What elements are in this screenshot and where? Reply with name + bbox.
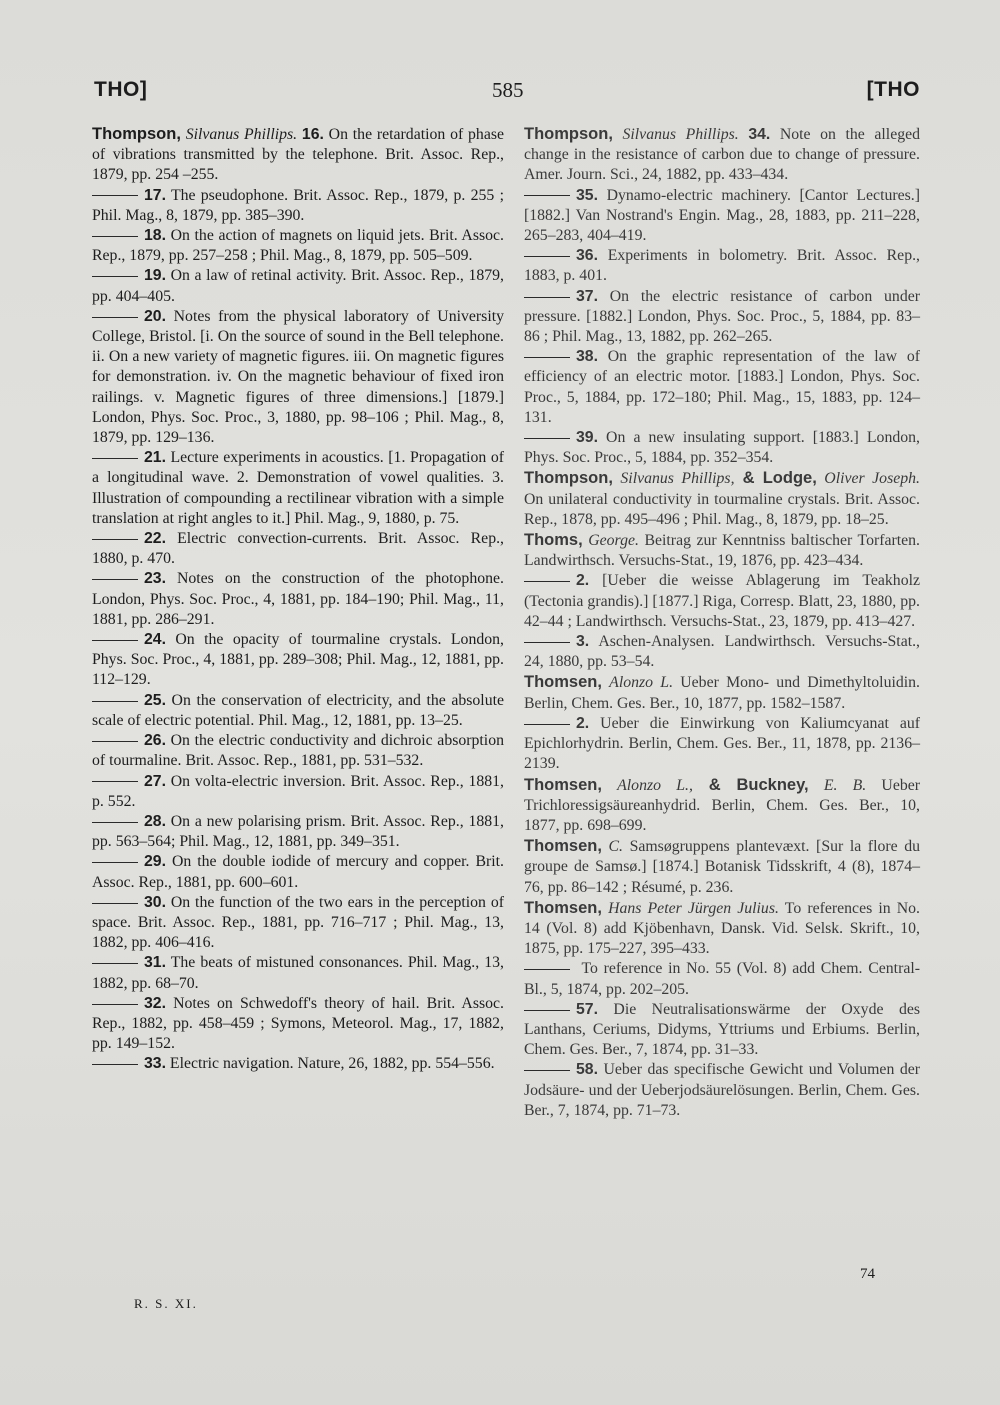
ditto-rule bbox=[92, 903, 138, 904]
ditto-rule bbox=[92, 317, 138, 318]
ditto-rule bbox=[524, 438, 570, 439]
entry-number: 22. bbox=[144, 530, 166, 548]
entry-number: 32. bbox=[144, 994, 166, 1012]
bibliography-entry bbox=[92, 307, 504, 448]
entry-text: Ueber Mono- und Dimethyltoluidin. Berlin, Chem. Ges. Ber., 10, 1877, pp. 1582–1587. bbox=[524, 674, 920, 712]
left-column bbox=[92, 124, 504, 1075]
bibliography-entry bbox=[92, 893, 504, 954]
entry-text: Notes on the construction of the photophone. London, Phys. Soc. Proc., 4, 1881, pp. 184–190; Phil. Mag., 11, 1881, pp. 286–291. bbox=[92, 570, 504, 628]
ditto-rule bbox=[524, 1010, 570, 1011]
entry-text: On the graphic representation of the law of efficiency of an electric motor. [1883.] London, Phys. Soc. Proc., 5, 1884, pp. 172–180; Phil. Mag., 15, 1883, pp. 124–131. bbox=[524, 348, 920, 426]
entry-number: 37. bbox=[576, 287, 598, 305]
bibliography-entry bbox=[524, 468, 920, 530]
bibliography-entry bbox=[92, 994, 504, 1055]
author-given-names: C. bbox=[608, 838, 624, 856]
bibliography-entry bbox=[92, 852, 504, 892]
right-column bbox=[524, 124, 920, 1121]
entry-text: On a new polarising prism. Brit. Assoc. Rep., 1881, pp. 563–564; Phil. Mag., 12, 1881, pp. 349–351. bbox=[92, 812, 504, 851]
bibliography-entry bbox=[524, 775, 920, 837]
entry-text: On the electric conductivity and dichroic absorption of tourmaline. Brit. Assoc. Rep., 1881, pp. 531–532. bbox=[92, 732, 504, 770]
entry-text: Electric navigation. Nature, 26, 1882, pp. 554–556. bbox=[165, 1055, 495, 1073]
entry-text: On the conservation of electricity, and the absolute scale of electric potential. Phil. Mag., 12, 1881, pp. 13–25. bbox=[92, 691, 504, 729]
author-surname: Thoms, bbox=[524, 531, 583, 550]
running-head-right: [THO bbox=[866, 78, 920, 101]
entry-number: 36. bbox=[576, 247, 598, 265]
entry-text: To references in No. 14 (Vol. 8) add Kjöbenhavn, Dansk. Vid. Selsk. Skrift., 10, 1875, pp. 175–227, 395–433. bbox=[524, 899, 920, 958]
entry-text: Ueber Trichloressigsäureanhydrid. Berlin, Chem. Ges. Ber., 10, 1877, pp. 698–699. bbox=[524, 776, 921, 834]
bibliography-entry bbox=[524, 836, 920, 898]
entry-text: To reference in No. 55 (Vol. 8) add Chem. Central-Bl., 5, 1874, pp. 202–205. bbox=[524, 960, 920, 998]
ditto-rule bbox=[92, 1004, 138, 1005]
ditto-rule bbox=[524, 724, 570, 725]
ditto-rule bbox=[92, 1064, 138, 1065]
entry-number: 39. bbox=[576, 429, 598, 447]
author-surname: Thompson, bbox=[92, 125, 181, 143]
entry-text: On the retardation of phase of vibrations transmitted by the telephone. Brit. Assoc. Rep., 1879, pp. 254 –255. bbox=[92, 126, 504, 184]
bibliography-entry bbox=[524, 898, 920, 960]
author-surname: Thomsen, bbox=[524, 673, 602, 692]
bibliography-entry bbox=[524, 246, 920, 286]
entry-number: 58. bbox=[576, 1061, 598, 1079]
entry-number: 24. bbox=[144, 631, 166, 649]
entry-number: 35. bbox=[576, 186, 598, 204]
entry-text: Notes on Schwedoff's theory of hail. Brit. Assoc. Rep., 1882, pp. 458–459 ; Symons, Meteorol. Mag., 17, 1882, pp. 149–152. bbox=[92, 994, 504, 1053]
entry-number: 2. bbox=[576, 714, 590, 732]
bibliography-entry bbox=[92, 691, 504, 731]
bibliography-entry bbox=[92, 226, 504, 266]
entry-number: 23. bbox=[144, 570, 166, 588]
entry-text: On volta-electric inversion. Brit. Assoc. Rep., 1881, p. 552. bbox=[92, 772, 504, 810]
entry-number: 34. bbox=[748, 126, 771, 143]
entry-number: 31. bbox=[144, 954, 166, 972]
ditto-rule bbox=[92, 579, 138, 580]
author-given-names: George. bbox=[588, 532, 639, 550]
entry-text: On the action of magnets on liquid jets. Brit. Assoc. Rep., 1879, pp. 257–258 ; Phil. Mag., 8, 1879, pp. 505–509. bbox=[92, 227, 504, 265]
entry-text: Aschen-Analysen. Landwirthsch. Versuchs-Stat., 24, 1880, pp. 53–54. bbox=[524, 633, 920, 671]
entry-text: Electric convection-currents. Brit. Assoc. Rep., 1880, p. 470. bbox=[92, 530, 504, 568]
ditto-rule bbox=[524, 357, 570, 358]
sheet-number: 74 bbox=[860, 1266, 875, 1282]
bibliography-entry bbox=[92, 1054, 504, 1074]
bibliography-entry bbox=[524, 186, 920, 247]
bibliography-entry bbox=[92, 772, 504, 812]
bibliography-entry bbox=[524, 571, 920, 632]
entry-text: Dynamo-electric machinery. [Cantor Lectures.] [1882.] Van Nostrand's Engin. Mag., 28, 1883, pp. 211–228, 265–283, 404–419. bbox=[524, 186, 920, 245]
entry-text: Die Neutralisationswärme der Oxyde des Lanthans, Ceriums, Didyms, Yttriums und Erbiums. Berlin, Chem. Ges. Ber., 7, 1874, pp. 31–33. bbox=[524, 1000, 920, 1059]
coauthor-surname: & Lodge, bbox=[734, 469, 817, 488]
ditto-rule bbox=[524, 256, 570, 257]
author-given-names: Hans Peter Jürgen Julius. bbox=[608, 899, 779, 917]
ditto-rule bbox=[92, 640, 138, 641]
bibliography-entry bbox=[92, 186, 504, 226]
bibliography-entry bbox=[92, 266, 504, 306]
entry-text: On unilateral conductivity in tourmaline crystals. Brit. Assoc. Rep., 1878, pp. 495–496 ; Phil. Mag., 8, 1879, pp. 18–25. bbox=[524, 490, 920, 528]
entry-number: 16. bbox=[301, 126, 324, 143]
entry-text: Ueber das specifische Gewicht und Volumen der Jodsäure- und der Ueberjodsäurelösungen. Berlin, Chem. Ges. Ber., 7, 1874, pp. 71–73. bbox=[524, 1061, 920, 1119]
entry-text: Ueber die Einwirkung von Kaliumcyanat auf Epichlorhydrin. Berlin, Chem. Ges. Ber., 11, 1878, pp. 2136–2139. bbox=[524, 714, 920, 773]
entry-text: The beats of mistuned consonances. Phil. Mag., 13, 1882, pp. 68–70. bbox=[92, 954, 504, 992]
coauthor-surname: & Buckney, bbox=[692, 775, 809, 794]
ditto-rule bbox=[92, 862, 138, 863]
author-surname: Thomsen, bbox=[524, 837, 602, 856]
author-surname: Thompson, bbox=[524, 125, 613, 143]
ditto-rule bbox=[92, 236, 138, 237]
ditto-rule bbox=[92, 741, 138, 742]
bibliography-entry bbox=[524, 530, 920, 571]
bibliography-entry bbox=[92, 448, 504, 529]
entry-number: 30. bbox=[144, 893, 166, 911]
entry-text: On a law of retinal activity. Brit. Assoc. Rep., 1879, pp. 404–405. bbox=[92, 267, 504, 305]
entry-number: 19. bbox=[144, 267, 166, 285]
entry-text: Experiments in bolometry. Brit. Assoc. Rep., 1883, p. 401. bbox=[524, 247, 920, 285]
entry-number: 20. bbox=[144, 307, 166, 325]
author-given-names: Alonzo L. bbox=[609, 674, 674, 692]
entry-number: 17. bbox=[144, 186, 166, 204]
author-given-names: Alonzo L., bbox=[617, 776, 693, 794]
bibliography-entry bbox=[524, 124, 920, 186]
entry-text: On the function of the two ears in the perception of space. Brit. Assoc. Rep., 1881, pp. 716–717 ; Phil. Mag., 13, 1882, pp. 406–416. bbox=[92, 893, 504, 952]
author-surname: Thompson, bbox=[524, 469, 613, 488]
ditto-rule bbox=[92, 195, 138, 196]
entry-text: The pseudophone. Brit. Assoc. Rep., 1879, p. 255 ; Phil. Mag., 8, 1879, pp. 385–390. bbox=[92, 186, 504, 224]
entry-number: 26. bbox=[144, 732, 166, 750]
ditto-rule bbox=[92, 781, 138, 782]
bibliography-entry bbox=[524, 1060, 920, 1121]
bibliography-entry bbox=[92, 124, 504, 186]
coauthor-given-names: E. B. bbox=[808, 776, 867, 794]
bibliography-entry bbox=[524, 347, 920, 428]
entry-number: 25. bbox=[144, 691, 166, 709]
ditto-rule bbox=[524, 581, 570, 582]
entry-text: Lecture experiments in acoustics. [1. Propagation of a longitudinal wave. 2. Demonstration of vowel qualities. 3. Illustration of compounding a rectilinear vibration with a simple translation at right angles to it.] Phil. Mag., 9, 1880, p. 75. bbox=[92, 449, 504, 527]
bibliography-entry bbox=[92, 529, 504, 569]
bibliography-entry bbox=[524, 428, 920, 468]
entry-text: Note on the alleged change in the resistance of carbon due to change of pressure. Amer. Journ. Sci., 24, 1882, pp. 433–434. bbox=[524, 126, 921, 184]
bibliography-entry bbox=[92, 731, 504, 771]
entry-number: 21. bbox=[144, 449, 166, 467]
bibliography-entry bbox=[524, 632, 920, 672]
entry-number: 3. bbox=[576, 633, 590, 651]
entry-text: On the electric resistance of carbon under pressure. [1882.] London, Phys. Soc. Proc., 5, 1884, pp. 83–86 ; Phil. Mag., 13, 1882, pp. 262–265. bbox=[524, 287, 920, 346]
ditto-rule bbox=[92, 822, 138, 823]
author-given-names: Silvanus Phillips, bbox=[620, 470, 735, 488]
ditto-rule bbox=[92, 458, 138, 459]
entry-text: On the opacity of tourmaline crystals. London, Phys. Soc. Proc., 4, 1881, pp. 289–308; Phil. Mag., 12, 1881, pp. 112–129. bbox=[92, 631, 504, 689]
entry-number: 18. bbox=[144, 227, 166, 245]
author-surname: Thomsen, bbox=[524, 898, 602, 917]
entry-number: 28. bbox=[144, 812, 166, 830]
ditto-rule bbox=[524, 969, 570, 970]
entry-number: 57. bbox=[576, 1000, 598, 1018]
bibliography-entry bbox=[92, 812, 504, 852]
entry-text: Notes from the physical laboratory of University College, Bristol. [i. On the source of sound in the Bell telephone. ii. On a new variety of magnetic figures. iii. On magnetic figures for demonstration. iv. On the magnetic behaviour of fixed iron railings. v. Magnetic figures of three dimensions.] [1879.] London, Phys. Soc. Proc., 3, 1880, pp. 98–106 ; Phil. Mag., 8, 1879, pp. 129–136. bbox=[92, 307, 504, 447]
bibliography-entry bbox=[524, 1000, 920, 1061]
ditto-rule bbox=[524, 195, 570, 196]
signature-mark: R. S. XI. bbox=[134, 1296, 198, 1311]
bibliography-entry bbox=[92, 953, 504, 993]
ditto-rule bbox=[524, 642, 570, 643]
ditto-rule bbox=[92, 276, 138, 277]
bibliography-entry bbox=[524, 714, 920, 775]
entry-text: Samsøgruppens plantevæxt. [Sur la flore du groupe de Samsø.] [1874.] Botanisk Tidsskrift, 4 (8), 1874–76, pp. 86–142 ; Résumé, p. 236. bbox=[524, 838, 920, 896]
entry-number: 27. bbox=[144, 772, 166, 790]
bibliography-entry bbox=[92, 569, 504, 630]
entry-text: On a new insulating support. [1883.] London, Phys. Soc. Proc., 5, 1884, pp. 352–354. bbox=[524, 429, 920, 467]
author-given-names: Silvanus Phillips. bbox=[622, 126, 739, 143]
author-surname: Thomsen, bbox=[524, 775, 602, 794]
entry-text: [Ueber die weisse Ablagerung im Teakholz (Tectonia grandis).] [1877.] Riga, Corresp. Blatt, 23, 1880, pp. 42–44 ; Landwirthsch. Versuchs-Stat., 23, 1879, pp. 413–427. bbox=[524, 572, 920, 630]
ditto-rule bbox=[92, 963, 138, 964]
coauthor-given-names: Oliver Joseph. bbox=[816, 470, 920, 488]
ditto-rule bbox=[524, 297, 570, 298]
ditto-rule bbox=[92, 539, 138, 540]
entry-text: On the double iodide of mercury and copper. Brit. Assoc. Rep., 1881, pp. 600–601. bbox=[92, 853, 504, 891]
running-head bbox=[94, 78, 920, 108]
bibliography-entry bbox=[524, 672, 920, 713]
bibliography-entry bbox=[92, 630, 504, 691]
bibliography-entry bbox=[524, 959, 920, 999]
ditto-rule bbox=[92, 701, 138, 702]
entry-number: 2. bbox=[576, 572, 590, 590]
entry-number: 33. bbox=[144, 1055, 166, 1073]
bibliography-entry bbox=[524, 287, 920, 348]
page-number: 585 bbox=[492, 78, 524, 102]
author-given-names: Silvanus Phillips. bbox=[185, 126, 298, 143]
entry-text: Beitrag zur Kenntniss baltischer Torfarten. Landwirthsch. Versuchs-Stat., 19, 1876, pp. 423–434. bbox=[524, 532, 921, 570]
ditto-rule bbox=[524, 1070, 570, 1071]
entry-number: 29. bbox=[144, 853, 166, 871]
entry-number: 38. bbox=[576, 348, 598, 366]
running-head-left: THO] bbox=[94, 78, 148, 101]
